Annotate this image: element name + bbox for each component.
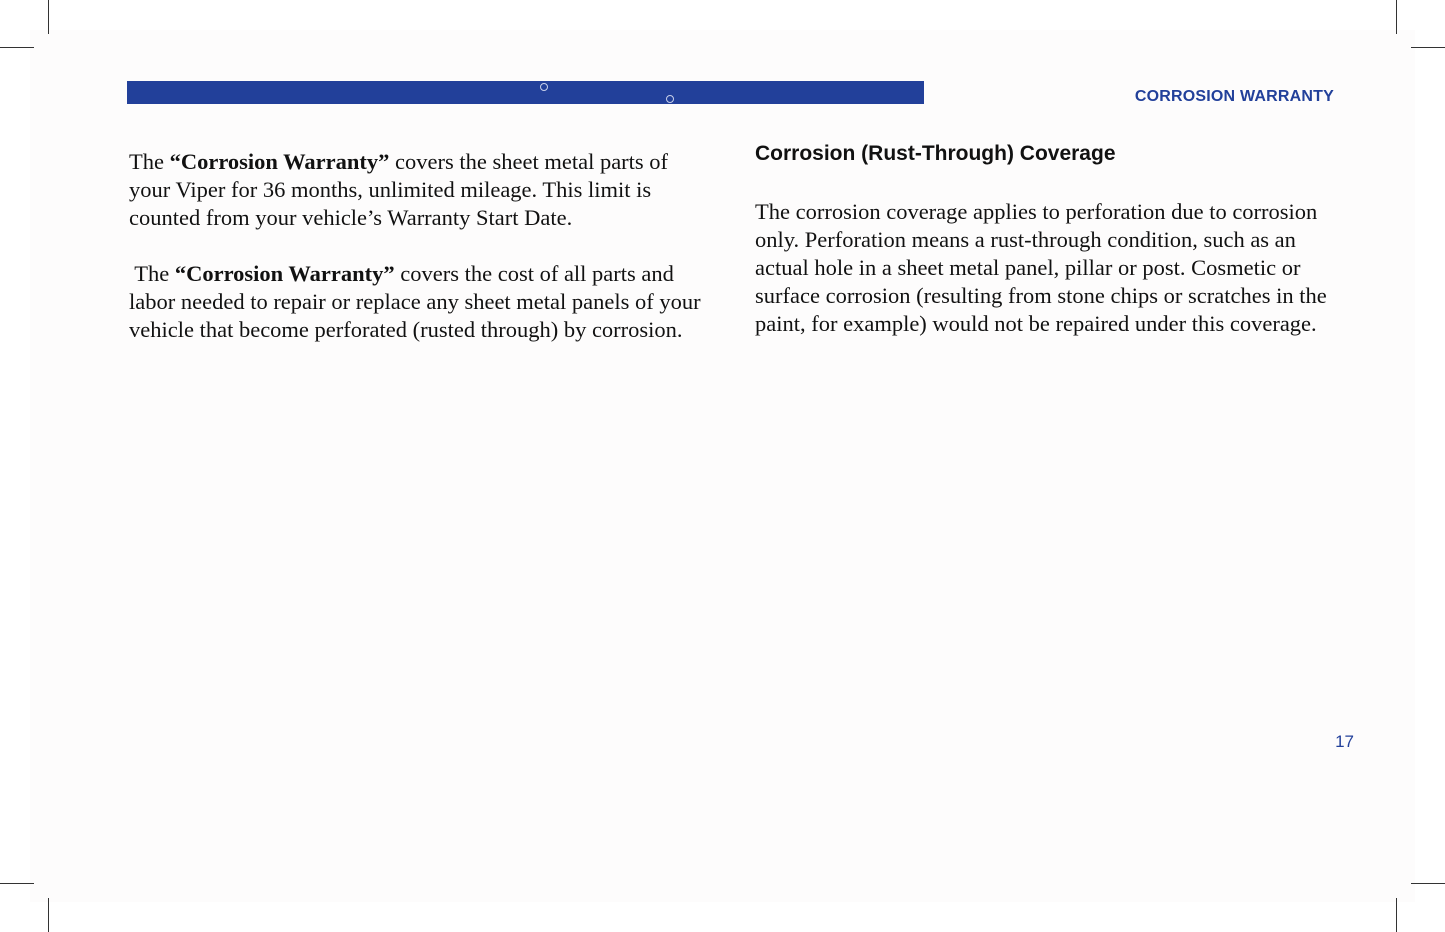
left-column [129, 148, 709, 344]
bar-dot-decoration [666, 95, 674, 103]
crop-mark-bottom-right-horizontal [1411, 883, 1445, 884]
crop-mark-bottom-left-vertical [48, 898, 49, 932]
crop-mark-bottom-left-horizontal [0, 883, 34, 884]
bold-term: “Corrosion Warranty” [174, 261, 395, 286]
crop-mark-top-left-vertical [48, 0, 49, 34]
text-run: The [129, 261, 175, 286]
right-column [755, 140, 1335, 338]
page-number: 17 [1335, 732, 1354, 751]
paragraph-corrosion-cost [129, 260, 709, 344]
paragraph-corrosion-term [129, 148, 709, 232]
paragraph-coverage-body: The corrosion coverage applies to perforation due to corrosion only. Perforation means a rust-through condition, such as an actual hole in a sheet metal panel, pillar or post. Cosmetic or surface corrosion (resulting from stone chips or scratches in the paint, for example) would not be repaired under this coverage. [755, 199, 1327, 336]
crop-mark-top-right-vertical [1396, 0, 1397, 34]
text-run: covers the cost of all parts and labor needed to repair or replace any sheet metal panels of your vehicle that become perforated (rusted through) by corrosion. [129, 261, 701, 342]
text-run: The [129, 149, 170, 174]
header-blue-bar [127, 81, 924, 104]
bold-term: “Corrosion Warranty” [169, 149, 390, 174]
crop-mark-top-left-horizontal [0, 47, 34, 48]
bar-dot-decoration [540, 83, 548, 91]
crop-mark-bottom-right-vertical [1396, 898, 1397, 932]
crop-mark-top-right-horizontal [1411, 47, 1445, 48]
text-run: covers the sheet metal parts of your Viper for 36 months, unlimited mileage. This limit is counted from your vehicle’s Warranty Start Date. [129, 149, 669, 230]
coverage-heading: Corrosion (Rust-Through) Coverage [755, 142, 1116, 165]
section-header: CORROSION WARRANTY [1134, 88, 1334, 105]
